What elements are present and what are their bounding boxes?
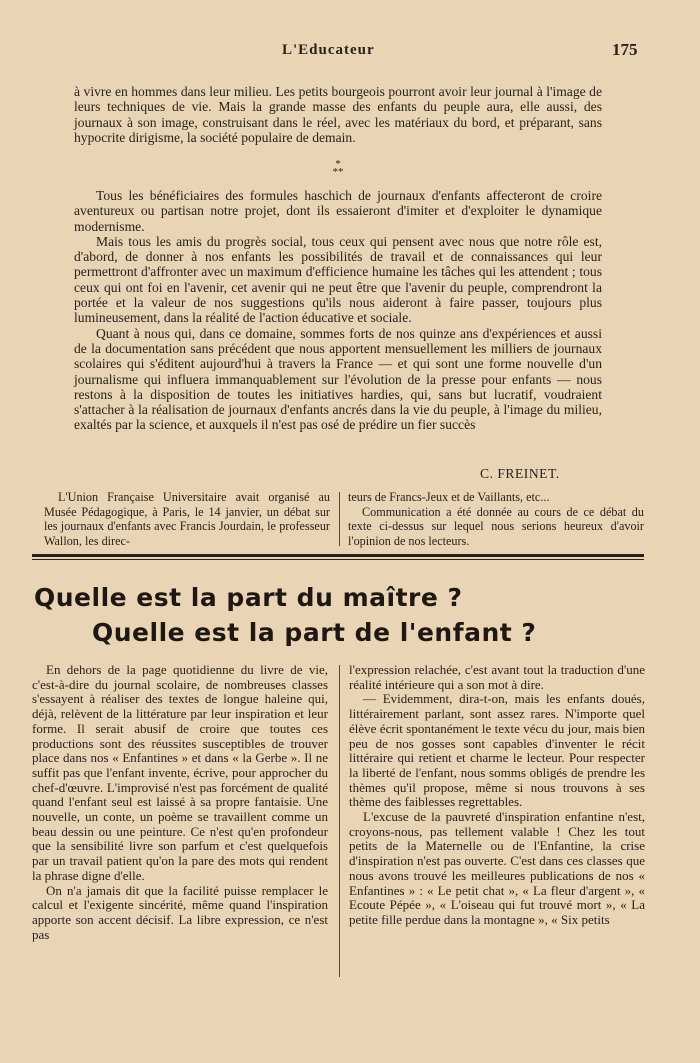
running-head: [0, 42, 700, 62]
editorial-note-right: [348, 490, 644, 548]
body-paragraph: On n'a jamais dit que la facilité puisse remplacer le calcul et l'exigente sincérité, même quand l'inspiration apporte son accent décisif. La libre expression, ce n'est pas: [32, 882, 328, 942]
note-paragraph: Communication a été donnée au cours de ce débat du texte ci-dessus sur lequel nous serions heureux d'avoir l'opinion de nos lecteurs.: [348, 504, 644, 548]
headline-line-2: Quelle est la part de l'enfant ?: [92, 618, 537, 647]
journal-title: L'Educateur: [282, 42, 375, 58]
article-conclusion: [74, 188, 602, 433]
body-paragraph: — Evidemment, dira-t-on, mais les enfants doués, littérairement parlant, sont assez rares. N'importe quel élève écrit spontanément le texte vécu du jour, mais bien peu de nos gosses sont capables d'inventer le récit littéraire qui retient et charme le lecteur. Pour respecter la liberté de l'enfant, nous somms obligés de prendre les thèmes qu'il propose, même si nous trouvons à ses thème des faiblesses regrettables.: [349, 691, 645, 810]
section-separator: * **: [332, 158, 344, 178]
body-paragraph: l'expression relachée, c'est avant tout la traduction d'une réalité intérieure qui a son mot à dire.: [349, 662, 645, 692]
body-column-left: [32, 663, 328, 942]
article-continued: [74, 84, 602, 145]
page-number: 175: [612, 40, 638, 59]
section-rule: [32, 559, 644, 560]
headline-line-1: Quelle est la part du maître ?: [34, 583, 463, 612]
article-paragraph: Tous les bénéficiaires des formules haschich de journaux d'enfants affecteront de croire aventureux ou partisan notre projet, dont ils essaieront d'imiter et d'exploiter le dynamique modernisme.: [74, 188, 602, 234]
section-rule: [32, 554, 644, 557]
body-column-divider: [339, 665, 340, 977]
article-paragraph: Quant à nous qui, dans ce domaine, sommes forts de nos quinze ans d'expériences et aussi de la documentation sans précédent que nous apportent mensuellement les milliers de journaux scolaires qui s'éditent aujourd'hui à travers la France — et qui sont une forme nouvelle d'un journalisme qui influera immanquablement sur l'évolution de la presse pour enfants — nous restons à la disposition de toutes les initiatives hardies, qui, sans but lucratif, voudraient s'attacher à la réalisation de journaux d'enfants ancrés dans la vie du peuple, à l'image du milieu, exaltés par la science, et auxquels il n'est pas osé de prédire un fier succès: [74, 325, 602, 433]
body-paragraph: L'excuse de la pauvreté d'inspiration enfantine n'est, croyons-nous, pas tellement valable ! Chez les tout petits de la Maternelle ou de l'Enfantine, la crise d'inspiration n'est pas ouverte. C'est dans ces classes que nous avons trouvé les meilleures publications de nos « Enfantines » : « Le petit chat », « La fleur d'argent », « Ecoute Pépée », « L'oiseau qui fut trouvé mort », « La petite fille perdue dans la montagne », « Six petits: [349, 809, 645, 927]
note-column-divider: [339, 492, 340, 546]
note-paragraph: L'Union Française Universitaire avait organisé au Musée Pédagogique, à Paris, le 14 janvier, un débat sur les journaux d'enfants avec Francis Jourdain, le professeur Wallon, les direc-: [44, 490, 330, 548]
body-paragraph: En dehors de la page quotidienne du livre de vie, c'est-à-dire du journal scolaire, de nombreuses classes s'essayent à réaliser des textes de longue haleine qui, déjà, relèvent de la littérature par leur inspiration et leur forme. Il serait abusif de croire que toutes ces productions sont des réussites susceptibles de trouver place dans nos « Enfantines » et dans « la Gerbe ». Il ne suffit pas que l'enfant invente, écrive, pour approcher du chef-d'œuvre. L'improvisé n'est pas forcément de qualité quand l'enfant seul est laissé à sa propre fantaisie. Une nouvelle, un conte, un poème se travaillent comme un beau dessin ou une peinture. Ce n'est qu'en profondeur que la sensibilité livre son parfum et c'est quelquefois par un travail patient qu'on la pare des mots qui rendent la phrase digne d'elle.: [32, 662, 328, 883]
body-column-right: [349, 663, 645, 928]
article-paragraph: Mais tous les amis du progrès social, tous ceux qui pensent avec nous que notre rôle est, d'abord, de donner à nos enfants les possibilités de travail et de connaissances qui leur permettront d'affronter avec un maximum d'efficience humaine les tâches qui les attendent ; tous ceux qui ont foi en l'avenir, cet avenir qui ne peut être que l'avenir du peuple, comprendront la portée et la valeur de nos suggestions qu'ils nous aideront à faire passer, toujours plus lumineusement, dans la réalité de l'action éducative et sociale.: [74, 233, 602, 326]
editorial-note-left: [44, 490, 330, 548]
note-paragraph: teurs de Francs-Jeux et de Vaillants, etc...: [348, 490, 550, 504]
article-paragraph: à vivre en hommes dans leur milieu. Les petits bourgeois pourront avoir leur journal à l'image de leurs techniques de vie. Mais la grande masse des enfants du peuple aura, elle aussi, des journaux à son image, construisant dans le réel, avec les matériaux du bord, et préparant, sans hypocrite dirigisme, la société populaire de demain.: [74, 84, 602, 145]
author-signature: C. FREINET.: [480, 466, 560, 481]
